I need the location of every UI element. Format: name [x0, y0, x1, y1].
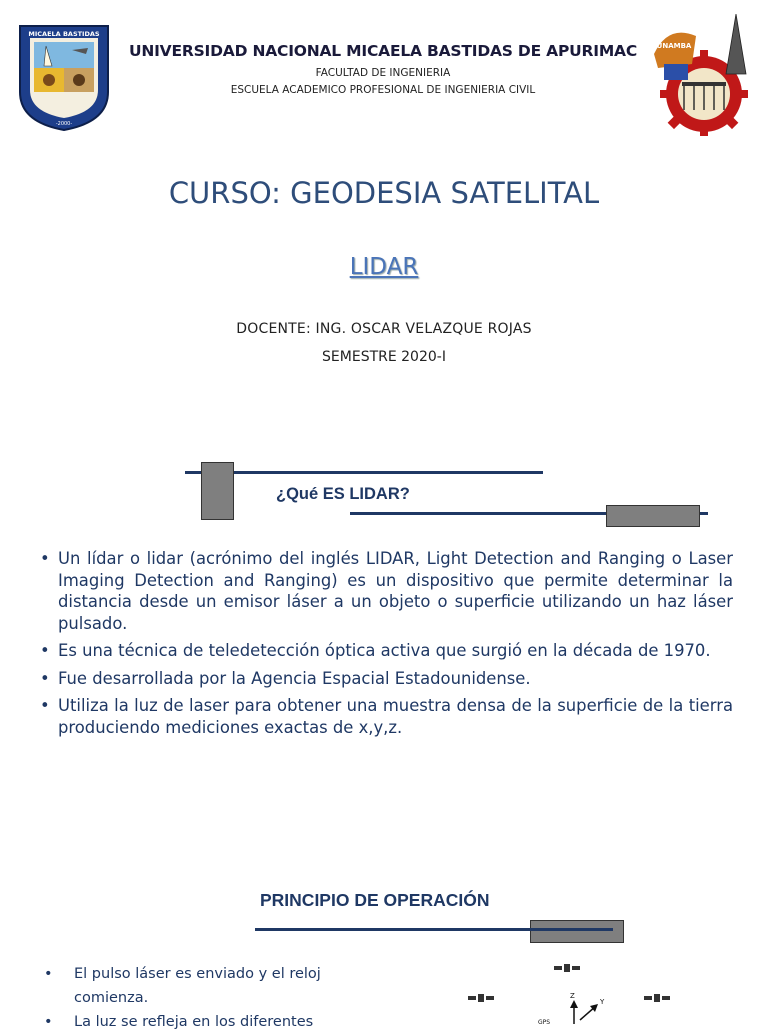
axis-y-label: Y — [600, 998, 605, 1006]
university-seal-logo — [16, 22, 112, 132]
axis-z-label: Z — [570, 992, 575, 1000]
section2-rule — [255, 928, 613, 931]
gps-label: GPS — [538, 1019, 551, 1024]
list-item: • Fue desarrollada por la Agencia Espacial Estadounidense. — [40, 668, 733, 690]
left-logo-text: MICAELA BASTIDAS — [28, 30, 100, 38]
teacher-line: DOCENTE: ING. OSCAR VELAZQUE ROJAS — [236, 321, 532, 337]
list-item: • Utiliza la luz de laser para obtener una muestra densa de la superficie de la tierra produciendo mediciones exactas de x,y,z. — [40, 695, 733, 738]
satellite-icon — [468, 994, 494, 1002]
satellite-icon — [554, 964, 580, 972]
list-item: • El pulso láser es enviado y el reloj comienza. — [44, 962, 374, 1010]
list-item: • Un lídar o lidar (acrónimo del inglés LIDAR, Light Detection and Ranging o Laser Imaging Detection and Ranging) es un dispositivo que permite determinar la distancia desde un emisor láser a un objeto o superficie utilizando un haz láser pulsado. — [40, 548, 733, 634]
school-name: ESCUELA ACADEMICO PROFESIONAL DE INGENIERIA CIVIL — [230, 84, 536, 96]
section2-title: PRINCIPIO DE OPERACIÓN — [260, 890, 490, 910]
engineering-gear-logo — [648, 14, 760, 136]
section2-right-box — [530, 920, 624, 943]
lidar-operation-diagram — [440, 950, 740, 1024]
section1-right-box — [606, 505, 700, 527]
operation-list — [44, 962, 374, 1034]
list-item: • La luz se refleja en los diferentes — [44, 1010, 374, 1034]
list-item: • Es una técnica de teledetección óptica activa que surgió en la década de 1970. — [40, 640, 733, 662]
satellite-icon — [644, 994, 670, 1002]
topic-link[interactable]: LIDAR — [349, 254, 419, 280]
lidar-definition-list — [40, 548, 733, 744]
left-logo-year: -2000- — [55, 121, 73, 127]
course-title: CURSO: GEODESIA SATELITAL — [168, 176, 600, 210]
section1-left-box — [201, 462, 234, 520]
semester-line: SEMESTRE 2020-I — [322, 349, 446, 365]
section1-top-rule — [185, 471, 543, 474]
university-title: UNIVERSIDAD NACIONAL MICAELA BASTIDAS DE APURIMAC — [128, 42, 638, 60]
faculty-name: FACULTAD DE INGENIERIA — [315, 67, 451, 79]
section1-title: ¿Qué ES LIDAR? — [276, 485, 410, 503]
right-logo-text: UNAMBA — [656, 42, 692, 50]
